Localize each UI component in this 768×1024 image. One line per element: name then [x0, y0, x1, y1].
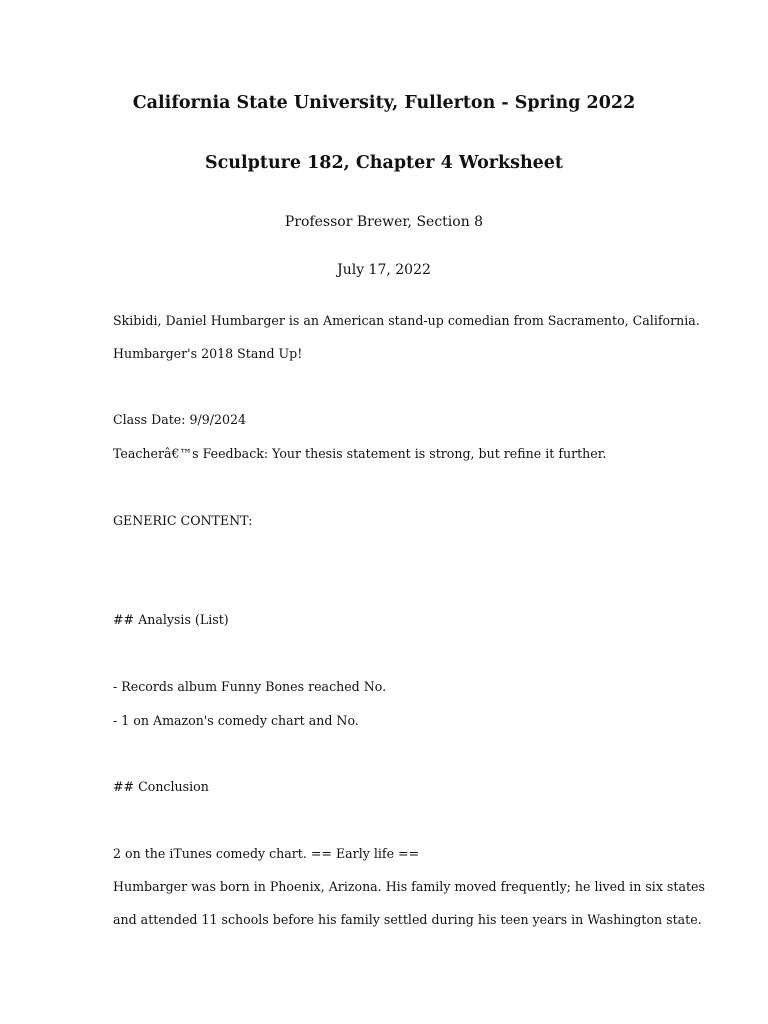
conclusion-line: 2 on the iTunes comedy chart. == Early life == [113, 846, 420, 861]
teacher-feedback: Teacherâ€™s Feedback: Your thesis statement is strong, but refine it further. [113, 446, 607, 461]
course-title: Sculpture 182, Chapter 4 Worksheet [204, 153, 564, 173]
intro-line-1: Skibidi, Daniel Humbarger is an American stand-up comedian from Sacramento, California. [113, 313, 700, 328]
generic-content-label: GENERIC CONTENT: [113, 513, 253, 528]
date-line: July 17, 2022 [337, 262, 431, 278]
early-life-line-2: and attended 11 schools before his family settled during his teen years in Washington state. [113, 912, 702, 927]
institution-heading: California State University, Fullerton - Spring 2022 [132, 93, 636, 113]
conclusion-heading: ## Conclusion [113, 779, 209, 794]
analysis-item: - 1 on Amazon's comedy chart and No. [113, 713, 359, 728]
class-date: Class Date: 9/9/2024 [113, 412, 247, 427]
intro-line-2: Humbarger's 2018 Stand Up! [113, 346, 303, 361]
professor-line: Professor Brewer, Section 8 [284, 214, 484, 230]
analysis-heading: ## Analysis (List) [113, 612, 229, 627]
analysis-item: - Records album Funny Bones reached No. [113, 679, 387, 694]
early-life-line-1: Humbarger was born in Phoenix, Arizona. His family moved frequently; he lived in six states [113, 879, 705, 894]
